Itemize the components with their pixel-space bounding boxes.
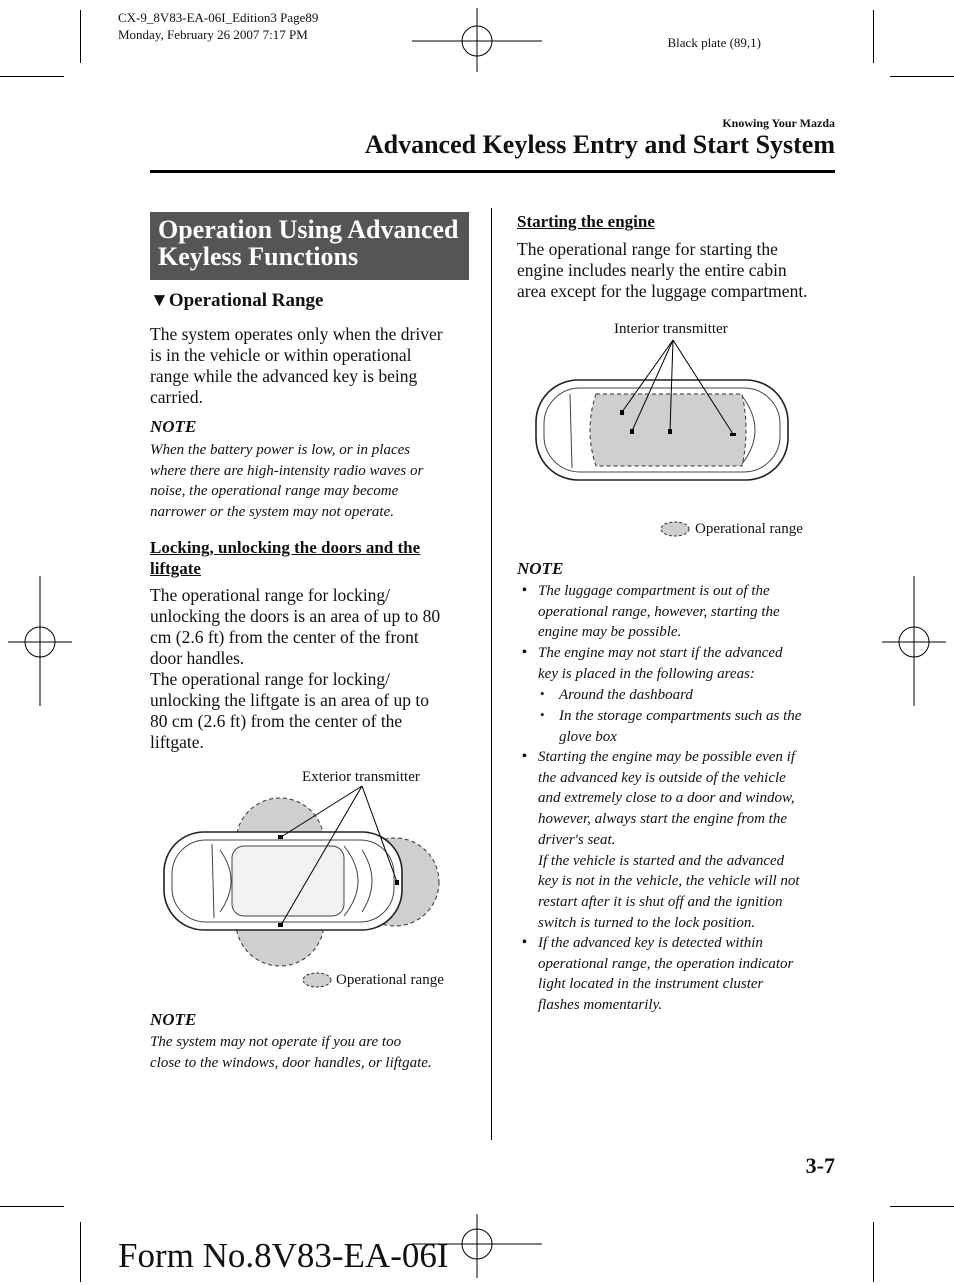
list-item	[538, 581, 838, 643]
file-line: CX-9_8V83-EA-06I_Edition3 Page89	[118, 10, 319, 25]
registration-mark-left	[8, 576, 72, 706]
text-line: liftgate.	[150, 732, 204, 752]
text-line: Locking, unlocking the doors and the	[150, 538, 421, 557]
transmitter-marker	[630, 429, 634, 434]
text-line: glove box	[559, 728, 617, 745]
text-line: operational range, however, starting the	[538, 603, 780, 620]
note-label: NOTE	[150, 1010, 197, 1029]
text-line: operational range, the operation indicator	[538, 955, 794, 972]
text-line: noise, the operational range may become	[150, 483, 399, 500]
text-line: range while the advanced key is being	[150, 366, 418, 386]
note-label: NOTE	[150, 417, 197, 436]
text-line: Around the dashboard	[559, 687, 693, 703]
operational-range-legend-icon	[661, 522, 689, 536]
text-line: cm (2.6 ft) from the center of the front	[150, 627, 419, 647]
sub-bullet-icon: •	[540, 686, 545, 701]
registration-mark-right	[882, 576, 946, 706]
text-line: The engine may not start if the advanced	[538, 645, 783, 661]
text-line: driver's seat.	[538, 831, 616, 848]
text-line: If the vehicle is started and the advanced	[538, 852, 785, 869]
text-line: light located in the instrument cluster	[538, 976, 764, 993]
text-line: unlocking the doors is an area of up to 80	[150, 606, 441, 626]
text-line: engine may be possible.	[538, 624, 682, 641]
subheading-text: Operational Range	[168, 290, 324, 311]
operational-range-label: Operational range	[336, 972, 444, 988]
text-line: the advanced key is outside of the vehicle	[538, 769, 786, 786]
subheading	[150, 290, 323, 312]
text-line: unlocking the liftgate is an area of up to	[150, 690, 429, 710]
lock-heading	[150, 537, 420, 579]
text-line: The operational range for locking/	[150, 669, 391, 689]
list-item	[538, 643, 838, 684]
text-line: 80 cm (2.6 ft) from the center of the	[150, 711, 403, 731]
text-line: carried.	[150, 387, 203, 407]
text-line: flashes momentarily.	[538, 997, 663, 1014]
page-number: 3-7	[805, 1153, 835, 1178]
operational-range-label: Operational range	[695, 521, 803, 537]
text-line: key is not in the vehicle, the vehicle will not	[538, 873, 800, 890]
sub-bullet-icon: •	[540, 707, 545, 722]
transmitter-marker	[278, 835, 283, 839]
text-line: When the battery power is low, or in places	[150, 442, 411, 458]
text-line: The luggage compartment is out of the	[538, 583, 770, 599]
bullet-icon: •	[522, 583, 527, 598]
lock-paragraph	[150, 585, 480, 753]
text-line: liftgate	[150, 559, 201, 578]
section-label: Knowing Your Mazda	[722, 116, 835, 130]
bullet-icon: •	[522, 749, 527, 764]
text-line: The system may not operate if you are too	[150, 1034, 402, 1050]
crop-mark	[0, 1206, 64, 1207]
start-paragraph	[517, 239, 837, 302]
operational-range-legend-icon	[303, 973, 331, 987]
exterior-transmitter-label: Exterior transmitter	[302, 769, 420, 785]
text-line: The operational range for starting the	[517, 239, 778, 259]
bullet-icon: •	[522, 935, 527, 950]
crop-mark	[890, 76, 954, 77]
crop-mark	[873, 10, 874, 63]
bullet-icon: •	[522, 645, 527, 660]
text-line: The system operates only when the driver	[150, 324, 443, 344]
section-heading: Operation Using Advanced Keyless Functions	[150, 212, 469, 280]
crop-mark	[0, 76, 64, 77]
sub-list-item	[559, 685, 839, 706]
header-rule	[150, 170, 835, 173]
intro-paragraph	[150, 324, 480, 408]
list-item	[538, 933, 838, 1016]
note-text	[150, 1032, 480, 1073]
text-line: Starting the engine may be possible even if	[538, 749, 796, 765]
column-divider	[491, 208, 492, 1140]
page-title: Advanced Keyless Entry and Start System	[364, 130, 835, 159]
text-line: The operational range for locking/	[150, 585, 391, 605]
plate-info: Black plate (89,1)	[667, 35, 761, 50]
text-line: close to the windows, door handles, or liftgate.	[150, 1054, 432, 1071]
list-item	[538, 747, 838, 933]
crop-mark	[80, 10, 81, 63]
car-top-view-icon	[164, 832, 402, 930]
text-line: key is placed in the following areas:	[538, 665, 755, 682]
interior-range-diagram	[530, 330, 830, 545]
text-line: where there are high-intensity radio waves or	[150, 462, 424, 479]
text-line: is in the vehicle or within operational	[150, 345, 412, 365]
start-heading: Starting the engine	[517, 212, 655, 231]
text-line: area except for the luggage compartment.	[517, 281, 808, 301]
triangle-down-icon: ▼	[150, 290, 169, 311]
crop-mark	[80, 1222, 81, 1282]
sub-list-item	[559, 706, 839, 747]
form-number: Form No.8V83-EA-06I	[118, 1236, 449, 1275]
crop-mark	[890, 1206, 954, 1207]
text-line: restart after it is shut off and the ignition	[538, 893, 783, 910]
date-line: Monday, February 26 2007 7:17 PM	[118, 27, 308, 42]
note-label: NOTE	[517, 559, 564, 578]
text-line: however, always start the engine from the	[538, 811, 787, 828]
file-info	[118, 9, 318, 43]
registration-mark-top	[412, 8, 542, 72]
text-line: and extremely close to a door and window,	[538, 790, 795, 807]
text-line: engine includes nearly the entire cabin	[517, 260, 787, 280]
text-line: narrower or the system may not operate.	[150, 504, 394, 521]
interior-transmitter-label: Interior transmitter	[614, 321, 728, 337]
text-line: door handles.	[150, 648, 245, 668]
note-text	[150, 440, 480, 523]
crop-mark	[873, 1222, 874, 1282]
text-line: switch is turned to the lock position.	[538, 914, 756, 931]
text-line: If the advanced key is detected within	[538, 935, 763, 951]
text-line: In the storage compartments such as the	[559, 708, 802, 724]
